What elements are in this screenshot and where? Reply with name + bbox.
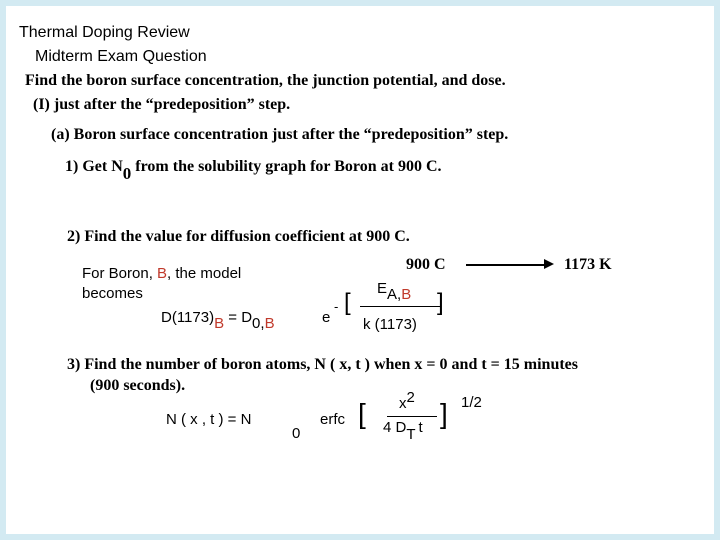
temperature-celsius: 900 C — [406, 256, 446, 273]
part-a-heading: (a) Boron surface concentration just after the “predeposition” step. — [51, 126, 509, 143]
erfc-bracket-right: ] — [440, 398, 448, 429]
eq-bracket-right: ] — [437, 289, 444, 316]
conversion-arrow-head — [544, 259, 554, 269]
model-line-1-suffix: , the model — [167, 265, 242, 282]
erfc-numerator-exponent: 2 — [406, 389, 415, 406]
erfc-eq-n0-subscript: 0 — [292, 425, 301, 442]
erfc-numerator — [399, 389, 415, 412]
eq-bracket-left: [ — [344, 289, 351, 316]
erfc-equation-lhs: N ( x , t ) = N — [166, 411, 252, 428]
model-line-1-symbol: B — [157, 265, 168, 282]
eq-denominator: k (1173) — [363, 316, 417, 333]
temperature-kelvin: 1173 K — [564, 256, 612, 273]
eq-ea-e: E — [377, 280, 388, 297]
step-1-subscript: 0 — [122, 164, 132, 183]
erfc-denominator — [383, 419, 423, 443]
eq-activation-energy — [377, 280, 412, 303]
eq-d1173: D(1173) — [161, 309, 215, 326]
erfc-function: erfc — [320, 411, 346, 428]
step-3-text-cont: (900 seconds). — [90, 377, 186, 394]
eq-equals-d: = D — [224, 309, 253, 326]
erfc-bracket-left: [ — [358, 398, 366, 429]
step-1-text — [65, 156, 442, 183]
slide-subtitle: Midterm Exam Question — [35, 48, 207, 65]
erfc-numerator-x: x — [399, 395, 407, 412]
slide-title: Thermal Doping Review — [19, 24, 190, 41]
step-3-text: 3) Find the number of boron atoms, N ( x, t ) when x = 0 and t = 15 minutes — [67, 356, 579, 373]
eq-d1173-subscript: B — [214, 315, 225, 332]
erfc-power: 1/2 — [461, 394, 482, 411]
erfc-denominator-t: t — [418, 419, 423, 436]
diffusion-equation-lhs — [161, 309, 275, 332]
step-1-suffix: from the solubility graph for Boron at 900 C. — [135, 158, 442, 175]
eq-d0-subscript-b: B — [264, 315, 275, 332]
step-1-prefix: 1) Get N — [65, 158, 123, 175]
eq-ea-subscript-a: A, — [387, 286, 402, 303]
step-2-text: 2) Find the value for diffusion coefficient at 900 C. — [67, 228, 410, 245]
eq-d0-subscript-0: 0, — [252, 315, 265, 332]
eq-minus-sign: - — [334, 299, 339, 314]
erfc-denominator-4d: 4 D — [383, 419, 407, 436]
model-line-1-prefix: For Boron, — [82, 265, 158, 282]
erfc-denominator-subscript-t: T — [406, 426, 416, 443]
model-line-2: becomes — [82, 285, 143, 302]
eq-ea-subscript-b: B — [401, 286, 412, 303]
eq-fraction-line — [360, 306, 440, 307]
model-line-1 — [82, 265, 241, 282]
problem-part-i: (I) just after the “predeposition” step. — [33, 96, 291, 113]
eq-exponential-e: e — [322, 309, 331, 326]
erfc-fraction-line — [387, 416, 437, 417]
problem-statement: Find the boron surface concentration, the junction potential, and dose. — [25, 72, 506, 89]
conversion-arrow-line — [466, 264, 546, 266]
